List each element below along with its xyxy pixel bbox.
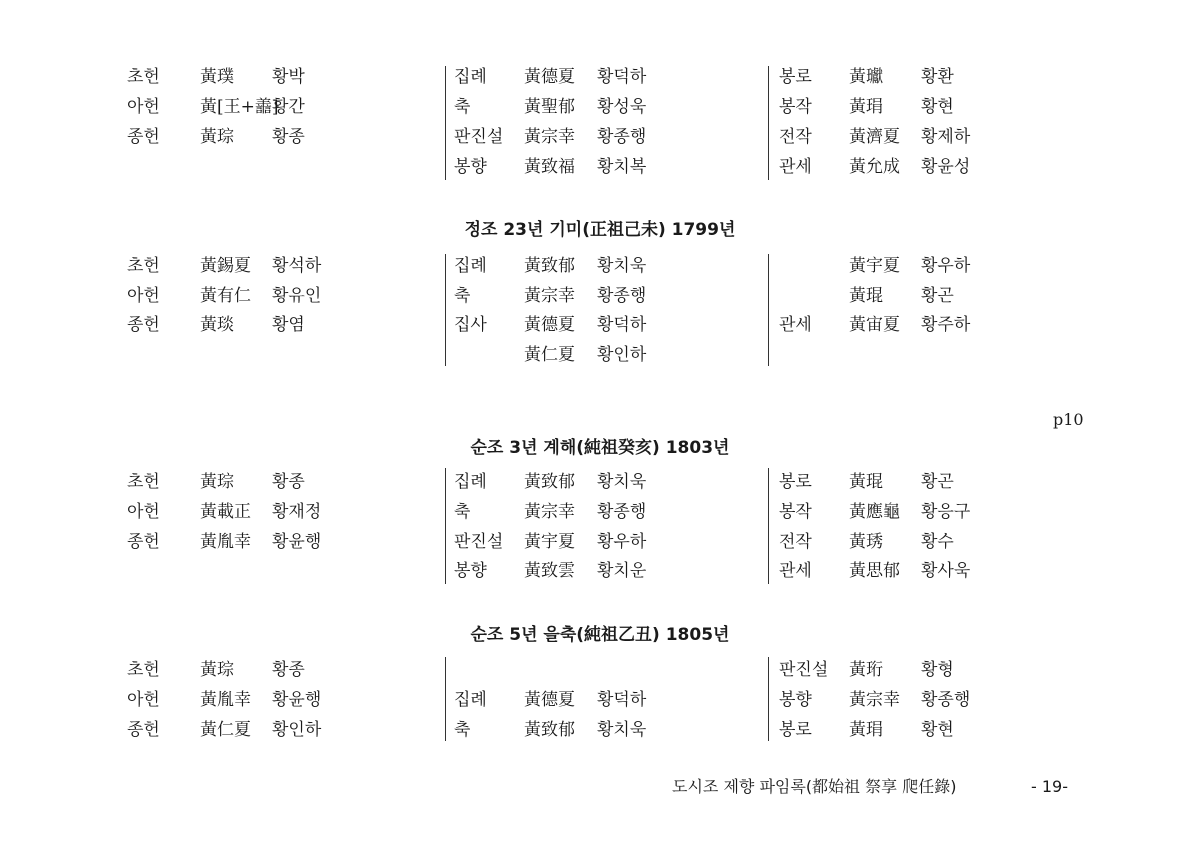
role-label: 봉향 bbox=[779, 690, 812, 710]
hangul-name: 황덕하 bbox=[597, 67, 647, 87]
role-label: 종헌 bbox=[127, 532, 160, 552]
hangul-name: 황덕하 bbox=[597, 315, 647, 335]
hanja-name: 黃琄 bbox=[849, 97, 883, 117]
hanja-name: 黃德夏 bbox=[524, 690, 575, 710]
role-label: 종헌 bbox=[127, 127, 160, 147]
hangul-name: 황인하 bbox=[272, 720, 322, 740]
role-label: 관세 bbox=[779, 157, 812, 177]
hanja-name: 黃致郁 bbox=[524, 472, 575, 492]
hanja-name: 黃琮 bbox=[200, 660, 234, 680]
hanja-name: 黃宗幸 bbox=[849, 690, 900, 710]
role-label: 봉작 bbox=[779, 502, 812, 522]
role-label: 봉향 bbox=[454, 561, 487, 581]
hangul-name: 황윤행 bbox=[272, 532, 322, 552]
hanja-name: 黃應龜 bbox=[849, 502, 900, 522]
hanja-name: 黃致雲 bbox=[524, 561, 575, 581]
hangul-name: 황응구 bbox=[921, 502, 971, 522]
hanja-name: 黃宇夏 bbox=[524, 532, 575, 552]
table-row bbox=[0, 527, 1200, 557]
hangul-name: 황종 bbox=[272, 127, 305, 147]
role-label: 집례 bbox=[454, 256, 487, 276]
hanja-name: 黃濟夏 bbox=[849, 127, 900, 147]
role-label: 전작 bbox=[779, 532, 812, 552]
role-label: 집례 bbox=[454, 67, 487, 87]
hanja-name: 黃琨 bbox=[849, 472, 883, 492]
table-row bbox=[0, 62, 1200, 92]
hangul-name: 황재정 bbox=[272, 502, 322, 522]
role-label: 봉로 bbox=[779, 720, 812, 740]
table-row bbox=[0, 556, 1200, 586]
role-label: 초헌 bbox=[127, 67, 160, 87]
role-label: 집사 bbox=[454, 315, 487, 335]
hanja-name: 黃允成 bbox=[849, 157, 900, 177]
hanja-name: 黃仁夏 bbox=[200, 720, 251, 740]
role-label: 축 bbox=[454, 502, 471, 522]
hanja-name: 黃仁夏 bbox=[524, 345, 575, 365]
hangul-name: 황곤 bbox=[921, 472, 954, 492]
role-label: 초헌 bbox=[127, 256, 160, 276]
hanja-name: 黃瓛 bbox=[849, 67, 883, 87]
table-row bbox=[0, 281, 1200, 311]
hanja-name: 黃琨 bbox=[849, 286, 883, 306]
role-label: 축 bbox=[454, 286, 471, 306]
hangul-name: 황종행 bbox=[597, 502, 647, 522]
hangul-name: 황석하 bbox=[272, 256, 322, 276]
hanja-name: 黃致福 bbox=[524, 157, 575, 177]
hangul-name: 황형 bbox=[921, 660, 954, 680]
footer-title: 도시조 제향 파임록(都始祖 祭享 爬任錄) bbox=[672, 777, 957, 796]
hangul-name: 황현 bbox=[921, 97, 954, 117]
role-label: 전작 bbox=[779, 127, 812, 147]
role-label: 판진설 bbox=[454, 532, 504, 552]
hanja-name: 黃琮 bbox=[200, 472, 234, 492]
hanja-name: 黃有仁 bbox=[200, 286, 251, 306]
role-label: 관세 bbox=[779, 561, 812, 581]
hangul-name: 황곤 bbox=[921, 286, 954, 306]
hangul-name: 황제하 bbox=[921, 127, 971, 147]
section-heading: 정조 23년 기미(正祖己未) 1799년 bbox=[464, 220, 736, 240]
hanja-name: 黃胤幸 bbox=[200, 532, 251, 552]
table-row bbox=[0, 122, 1200, 152]
hanja-name: 黃宗幸 bbox=[524, 127, 575, 147]
hanja-name: 黃璞 bbox=[200, 67, 234, 87]
hanja-name: 黃宗幸 bbox=[524, 286, 575, 306]
hanja-name: 黃致郁 bbox=[524, 256, 575, 276]
hangul-name: 황윤성 bbox=[921, 157, 971, 177]
table-row bbox=[0, 655, 1200, 685]
hanja-name: 黃思郁 bbox=[849, 561, 900, 581]
role-label: 초헌 bbox=[127, 472, 160, 492]
hangul-name: 황치욱 bbox=[597, 256, 647, 276]
hangul-name: 황사욱 bbox=[921, 561, 971, 581]
hanja-name: 黃胤幸 bbox=[200, 690, 251, 710]
section-heading: 순조 3년 계해(純祖癸亥) 1803년 bbox=[470, 438, 730, 458]
hanja-name: 黃宇夏 bbox=[849, 256, 900, 276]
hangul-name: 황수 bbox=[921, 532, 954, 552]
hangul-name: 황현 bbox=[921, 720, 954, 740]
role-label: 봉작 bbox=[779, 97, 812, 117]
hanja-name: 黃珩 bbox=[849, 660, 883, 680]
role-label: 아헌 bbox=[127, 286, 160, 306]
hanja-name: 黃琇 bbox=[849, 532, 883, 552]
role-label: 판진설 bbox=[779, 660, 829, 680]
hanja-name: 黃聖郁 bbox=[524, 97, 575, 117]
hangul-name: 황치욱 bbox=[597, 720, 647, 740]
hangul-name: 황치운 bbox=[597, 561, 647, 581]
hangul-name: 황간 bbox=[272, 97, 305, 117]
hangul-name: 황환 bbox=[921, 67, 954, 87]
page-number: - 19- bbox=[1031, 777, 1068, 796]
role-label: 축 bbox=[454, 720, 471, 740]
hanja-name: 黃琄 bbox=[849, 720, 883, 740]
table-row bbox=[0, 340, 1200, 370]
hangul-name: 황우하 bbox=[597, 532, 647, 552]
hangul-name: 황성욱 bbox=[597, 97, 647, 117]
role-label: 아헌 bbox=[127, 690, 160, 710]
hanja-name: 黃致郁 bbox=[524, 720, 575, 740]
hangul-name: 황유인 bbox=[272, 286, 322, 306]
role-label: 아헌 bbox=[127, 502, 160, 522]
hangul-name: 황종행 bbox=[597, 127, 647, 147]
hanja-name: 黃載正 bbox=[200, 502, 251, 522]
role-label: 관세 bbox=[779, 315, 812, 335]
role-label: 판진설 bbox=[454, 127, 504, 147]
hanja-name: 黃錫夏 bbox=[200, 256, 251, 276]
hanja-name: 黃宗幸 bbox=[524, 502, 575, 522]
table-row bbox=[0, 251, 1200, 281]
section-heading: 순조 5년 을축(純祖乙丑) 1805년 bbox=[470, 625, 730, 645]
table-row bbox=[0, 715, 1200, 745]
table-row bbox=[0, 310, 1200, 340]
hanja-name: 黃宙夏 bbox=[849, 315, 900, 335]
hanja-name: 黃德夏 bbox=[524, 67, 575, 87]
hangul-name: 황종행 bbox=[921, 690, 971, 710]
role-label: 봉로 bbox=[779, 67, 812, 87]
hangul-name: 황우하 bbox=[921, 256, 971, 276]
table-row bbox=[0, 92, 1200, 122]
role-label: 집례 bbox=[454, 690, 487, 710]
hangul-name: 황염 bbox=[272, 315, 305, 335]
page-marker: p10 bbox=[1053, 410, 1084, 429]
hangul-name: 황종 bbox=[272, 472, 305, 492]
role-label: 아헌 bbox=[127, 97, 160, 117]
hangul-name: 황윤행 bbox=[272, 690, 322, 710]
role-label: 종헌 bbox=[127, 315, 160, 335]
role-label: 집례 bbox=[454, 472, 487, 492]
hangul-name: 황종행 bbox=[597, 286, 647, 306]
hangul-name: 황덕하 bbox=[597, 690, 647, 710]
role-label: 봉향 bbox=[454, 157, 487, 177]
hanja-name: 黃琰 bbox=[200, 315, 234, 335]
table-row bbox=[0, 467, 1200, 497]
hangul-name: 황인하 bbox=[597, 345, 647, 365]
hangul-name: 황종 bbox=[272, 660, 305, 680]
hanja-name: 黃[王+譱] bbox=[200, 97, 279, 117]
role-label: 봉로 bbox=[779, 472, 812, 492]
role-label: 축 bbox=[454, 97, 471, 117]
hangul-name: 황치욱 bbox=[597, 472, 647, 492]
hangul-name: 황박 bbox=[272, 67, 305, 87]
hanja-name: 黃琮 bbox=[200, 127, 234, 147]
role-label: 초헌 bbox=[127, 660, 160, 680]
table-row bbox=[0, 152, 1200, 182]
table-row bbox=[0, 497, 1200, 527]
role-label: 종헌 bbox=[127, 720, 160, 740]
hangul-name: 황주하 bbox=[921, 315, 971, 335]
table-row bbox=[0, 685, 1200, 715]
hangul-name: 황치복 bbox=[597, 157, 647, 177]
hanja-name: 黃德夏 bbox=[524, 315, 575, 335]
